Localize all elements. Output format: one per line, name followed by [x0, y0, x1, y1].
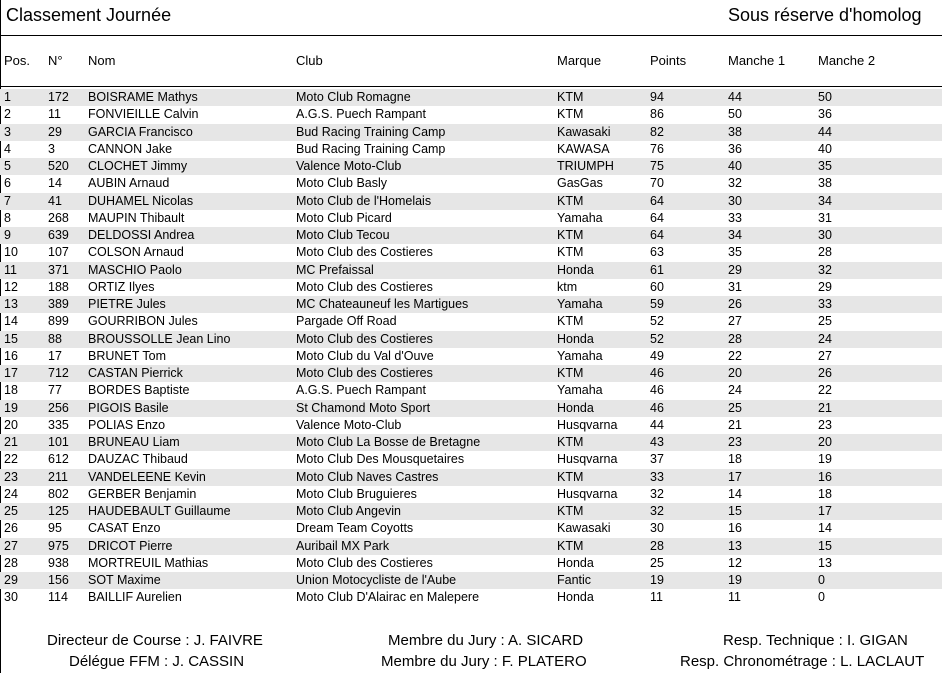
cell-manche1: 11: [728, 590, 741, 605]
cell-marque: KTM: [557, 107, 584, 122]
col-header-marque: Marque: [557, 53, 602, 68]
cell-club: Union Motocycliste de l'Aube: [296, 573, 457, 587]
cell-manche1: 50: [728, 107, 742, 122]
cell-num: 107: [48, 245, 69, 260]
cell-marque: KTM: [557, 228, 584, 242]
cell-manche1: 22: [728, 348, 742, 363]
cell-manche2: 15: [818, 538, 832, 553]
cell-points: 44: [650, 417, 664, 432]
cell-points: 61: [650, 262, 664, 277]
col-header-manche2: Manche 2: [818, 53, 876, 68]
cell-club: Moto Club Basly: [296, 176, 388, 191]
cell-manche1: 36: [728, 141, 742, 156]
cell-num: 335: [48, 417, 69, 432]
cell-manche2: 24: [818, 331, 832, 346]
cell-nom: GARCIA Francisco: [88, 124, 193, 139]
cell-marque: ktm: [557, 279, 578, 294]
cell-club: A.G.S. Puech Rampant: [296, 107, 426, 122]
table-row: [0, 313, 942, 330]
cell-num: 188: [48, 279, 69, 294]
cell-manche2: 29: [818, 279, 832, 294]
cell-manche2: 0: [818, 590, 825, 605]
cell-pos: 27: [4, 538, 18, 553]
table-row: [0, 348, 942, 365]
cell-club: Moto Club La Bosse de Bretagne: [296, 435, 481, 449]
cell-num: 101: [48, 435, 69, 449]
cell-pos: 18: [4, 383, 18, 398]
cell-num: 802: [48, 486, 69, 501]
cell-num: 389: [48, 297, 69, 311]
cell-manche2: 34: [818, 193, 832, 208]
cell-pos: 23: [4, 469, 18, 484]
cell-manche1: 26: [728, 297, 742, 311]
cell-pos: 11: [4, 262, 17, 277]
cell-points: 46: [650, 383, 664, 398]
table-row: [0, 296, 942, 313]
cell-manche2: 30: [818, 228, 832, 242]
cell-club: Pargade Off Road: [296, 314, 397, 329]
table-row: [0, 106, 942, 123]
page-title: Classement Journée: [6, 5, 172, 25]
cell-points: 76: [650, 141, 664, 156]
col-header-pos: Pos.: [4, 53, 31, 68]
cell-marque: Yamaha: [557, 210, 603, 225]
cell-points: 25: [650, 555, 664, 570]
cell-manche1: 13: [728, 538, 742, 553]
cell-club: Auribail MX Park: [296, 538, 390, 553]
cell-marque: Honda: [557, 400, 594, 415]
cell-club: MC Prefaissal: [296, 262, 374, 277]
cell-manche2: 50: [818, 90, 832, 104]
cell-manche2: 25: [818, 314, 832, 329]
cell-marque: Husqvarna: [557, 486, 618, 501]
cell-points: 46: [650, 366, 664, 380]
cell-nom: AUBIN Arnaud: [88, 176, 170, 191]
cell-club: Moto Club des Costieres: [296, 279, 433, 294]
footer-directeur: Directeur de Course : J. FAIVRE: [47, 632, 263, 649]
footer-jury-2: Membre du Jury : F. PLATERO: [381, 653, 587, 670]
cell-marque: Kawasaki: [557, 521, 611, 536]
cell-manche1: 38: [728, 124, 742, 139]
cell-manche2: 26: [818, 366, 832, 380]
cell-nom: CANNON Jake: [88, 141, 173, 156]
cell-points: 43: [650, 435, 664, 449]
col-header-num: N°: [48, 53, 63, 68]
cell-club: Moto Club Angevin: [296, 504, 401, 518]
cell-marque: KTM: [557, 314, 584, 329]
cell-manche1: 32: [728, 176, 742, 191]
cell-club: Moto Club Bruguieres: [296, 486, 417, 501]
footer-chrono: Resp. Chronométrage : L. LACLAUT: [680, 653, 925, 670]
cell-manche2: 27: [818, 348, 832, 363]
table-row: [0, 572, 942, 589]
cell-num: 172: [48, 90, 69, 104]
cell-manche1: 12: [728, 555, 742, 570]
table-row: [0, 486, 942, 503]
cell-manche1: 33: [728, 210, 742, 225]
cell-num: 95: [48, 521, 62, 536]
cell-points: 94: [650, 90, 664, 104]
table-row: [0, 331, 942, 348]
cell-marque: Yamaha: [557, 383, 603, 398]
cell-nom: BROUSSOLLE Jean Lino: [88, 331, 231, 346]
cell-manche2: 44: [818, 124, 832, 139]
cell-points: 64: [650, 193, 664, 208]
cell-club: St Chamond Moto Sport: [296, 400, 431, 415]
cell-pos: 5: [4, 159, 11, 173]
cell-manche2: 18: [818, 486, 832, 501]
cell-marque: KTM: [557, 90, 584, 104]
cell-nom: ORTIZ Ilyes: [88, 279, 155, 294]
cell-points: 28: [650, 538, 664, 553]
table-row: [0, 589, 942, 606]
cell-pos: 1: [4, 90, 11, 104]
cell-manche2: 22: [818, 383, 832, 398]
cell-manche1: 17: [728, 469, 742, 484]
cell-manche2: 23: [818, 417, 832, 432]
cell-num: 88: [48, 331, 62, 346]
table-row: [0, 175, 942, 192]
cell-pos: 17: [4, 366, 18, 380]
cell-pos: 25: [4, 504, 18, 518]
cell-marque: TRIUMPH: [557, 159, 614, 173]
cell-club: Moto Club de l'Homelais: [296, 193, 432, 208]
title-divider: [0, 35, 942, 36]
footer-delegue: Délégue FFM : J. CASSIN: [69, 653, 245, 670]
cell-nom: DRICOT Pierre: [88, 538, 173, 553]
cell-points: 19: [650, 573, 664, 587]
cell-manche1: 27: [728, 314, 742, 329]
cell-nom: BOISRAME Mathys: [88, 90, 198, 104]
cell-nom: MAUPIN Thibault: [88, 210, 185, 225]
cell-manche1: 19: [728, 573, 742, 587]
cell-points: 86: [650, 107, 664, 122]
cell-points: 75: [650, 159, 664, 173]
cell-marque: KTM: [557, 366, 584, 380]
cell-points: 30: [650, 521, 664, 536]
cell-num: 899: [48, 314, 69, 329]
cell-pos: 21: [4, 435, 18, 449]
cell-nom: BRUNEAU Liam: [88, 435, 180, 449]
table-row: [0, 520, 942, 537]
header-divider: [0, 86, 942, 87]
col-header-club: Club: [296, 53, 323, 68]
cell-points: 64: [650, 228, 664, 242]
cell-pos: 15: [4, 331, 18, 346]
cell-club: MC Chateauneuf les Martigues: [296, 297, 469, 311]
table-row: [0, 227, 942, 244]
cell-club: Moto Club des Costieres: [296, 245, 433, 260]
col-header-manche1: Manche 1: [728, 53, 786, 68]
cell-num: 938: [48, 555, 69, 570]
cell-num: 211: [48, 469, 68, 484]
cell-pos: 22: [4, 452, 18, 467]
cell-marque: KTM: [557, 435, 584, 449]
table-row: [0, 262, 942, 279]
cell-num: 156: [48, 573, 69, 587]
cell-nom: CASAT Enzo: [88, 521, 161, 536]
cell-marque: Honda: [557, 262, 594, 277]
cell-manche2: 19: [818, 452, 832, 467]
cell-manche2: 13: [818, 555, 832, 570]
cell-pos: 19: [4, 400, 18, 415]
cell-pos: 7: [4, 193, 11, 208]
cell-manche2: 32: [818, 262, 832, 277]
cell-pos: 13: [4, 297, 18, 311]
cell-manche1: 18: [728, 452, 742, 467]
cell-manche1: 21: [728, 417, 742, 432]
cell-points: 63: [650, 245, 664, 260]
homologation-note: Sous réserve d'homolog: [728, 5, 922, 25]
table-row: [0, 469, 942, 486]
table-row: [0, 193, 942, 210]
cell-club: Bud Racing Training Camp: [296, 141, 446, 156]
cell-points: 52: [650, 314, 664, 329]
cell-marque: Honda: [557, 331, 594, 346]
table-row: [0, 124, 942, 141]
cell-marque: Husqvarna: [557, 417, 618, 432]
cell-marque: KTM: [557, 469, 584, 484]
cell-num: 77: [48, 383, 62, 398]
cell-club: Moto Club des Costieres: [296, 366, 433, 380]
cell-num: 11: [48, 107, 61, 122]
cell-pos: 28: [4, 555, 18, 570]
cell-club: Moto Club du Val d'Ouve: [296, 348, 434, 363]
cell-pos: 24: [4, 486, 18, 501]
cell-manche2: 28: [818, 245, 832, 260]
cell-pos: 16: [4, 348, 18, 363]
cell-nom: MASCHIO Paolo: [88, 262, 182, 277]
cell-manche2: 21: [818, 400, 832, 415]
col-header-nom: Nom: [88, 53, 116, 68]
table-row: [0, 279, 942, 296]
cell-marque: Fantic: [557, 573, 592, 587]
cell-nom: POLIAS Enzo: [88, 417, 166, 432]
cell-marque: Yamaha: [557, 297, 603, 311]
cell-marque: KTM: [557, 245, 584, 260]
cell-pos: 6: [4, 176, 11, 191]
cell-manche2: 14: [818, 521, 832, 536]
cell-manche1: 28: [728, 331, 742, 346]
cell-nom: DELDOSSI Andrea: [88, 228, 195, 242]
cell-points: 52: [650, 331, 664, 346]
cell-manche2: 0: [818, 573, 825, 587]
cell-points: 60: [650, 279, 664, 294]
cell-marque: KTM: [557, 538, 584, 553]
cell-nom: GERBER Benjamin: [88, 486, 197, 501]
cell-nom: CASTAN Pierrick: [88, 366, 183, 380]
cell-marque: Honda: [557, 590, 594, 605]
cell-points: 11: [650, 590, 663, 605]
cell-club: Moto Club Des Mousquetaires: [296, 452, 465, 467]
cell-nom: VANDELEENE Kevin: [88, 469, 206, 484]
cell-manche1: 23: [728, 435, 742, 449]
cell-club: Moto Club Tecou: [296, 228, 390, 242]
table-row: [0, 141, 942, 158]
table-row: [0, 434, 942, 451]
cell-club: Moto Club Romagne: [296, 90, 411, 104]
cell-manche1: 15: [728, 504, 742, 518]
cell-num: 125: [48, 504, 69, 518]
cell-pos: 29: [4, 573, 18, 587]
cell-points: 32: [650, 504, 664, 518]
cell-club: Moto Club des Costieres: [296, 555, 433, 570]
cell-pos: 4: [4, 141, 11, 156]
cell-num: 17: [48, 348, 62, 363]
cell-marque: KAWASA: [557, 141, 610, 156]
cell-nom: DAUZAC Thibaud: [88, 452, 188, 467]
cell-marque: Honda: [557, 555, 594, 570]
results-table: [0, 89, 942, 607]
cell-points: 46: [650, 400, 664, 415]
table-row: [0, 538, 942, 555]
cell-pos: 8: [4, 210, 11, 225]
cell-manche1: 31: [728, 279, 742, 294]
cell-club: Moto Club Picard: [296, 210, 392, 225]
cell-manche1: 29: [728, 262, 742, 277]
table-row: [0, 382, 942, 399]
cell-club: Valence Moto-Club: [296, 159, 402, 173]
table-row: [0, 244, 942, 261]
cell-pos: 30: [4, 590, 18, 605]
table-row: [0, 400, 942, 417]
footer-technique: Resp. Technique : I. GIGAN: [723, 632, 908, 649]
cell-nom: PIGOIS Basile: [88, 400, 169, 415]
cell-nom: SOT Maxime: [88, 573, 161, 587]
cell-marque: Kawasaki: [557, 124, 611, 139]
cell-nom: MORTREUIL Mathias: [88, 555, 209, 570]
cell-nom: HAUDEBAULT Guillaume: [88, 504, 231, 518]
cell-nom: DUHAMEL Nicolas: [88, 193, 194, 208]
cell-manche2: 40: [818, 141, 832, 156]
cell-manche2: 35: [818, 159, 832, 173]
cell-club: Moto Club D'Alairac en Malepere: [296, 590, 480, 605]
cell-points: 49: [650, 348, 664, 363]
cell-manche1: 30: [728, 193, 742, 208]
cell-marque: Yamaha: [557, 348, 603, 363]
cell-manche2: 17: [818, 504, 832, 518]
cell-manche1: 25: [728, 400, 742, 415]
cell-nom: BAILLIF Aurelien: [88, 590, 182, 605]
cell-nom: BRUNET Tom: [88, 348, 167, 363]
cell-pos: 3: [4, 124, 11, 139]
table-row: [0, 89, 942, 106]
cell-club: Moto Club des Costieres: [296, 331, 433, 346]
cell-nom: GOURRIBON Jules: [88, 314, 198, 329]
cell-num: 371: [48, 262, 69, 277]
table-row: [0, 210, 942, 227]
cell-pos: 26: [4, 521, 18, 536]
cell-nom: FONVIEILLE Calvin: [88, 107, 199, 122]
cell-num: 520: [48, 159, 69, 173]
cell-manche1: 14: [728, 486, 742, 501]
cell-num: 114: [48, 590, 68, 605]
cell-nom: CLOCHET Jimmy: [88, 159, 188, 173]
col-header-points: Points: [650, 53, 687, 68]
cell-manche2: 38: [818, 176, 832, 191]
cell-nom: PIETRE Jules: [88, 297, 166, 311]
cell-club: Moto Club Naves Castres: [296, 469, 439, 484]
cell-points: 32: [650, 486, 664, 501]
cell-club: Bud Racing Training Camp: [296, 124, 446, 139]
cell-pos: 20: [4, 417, 18, 432]
table-row: [0, 417, 942, 434]
cell-manche1: 34: [728, 228, 742, 242]
cell-manche1: 16: [728, 521, 742, 536]
table-row: [0, 555, 942, 572]
table-row: [0, 503, 942, 520]
cell-num: 3: [48, 141, 55, 156]
cell-manche1: 44: [728, 90, 742, 104]
cell-points: 59: [650, 297, 664, 311]
cell-manche1: 40: [728, 159, 742, 173]
cell-num: 41: [48, 193, 62, 208]
cell-manche1: 24: [728, 383, 742, 398]
footer-jury-1: Membre du Jury : A. SICARD: [388, 632, 584, 649]
cell-points: 37: [650, 452, 664, 467]
cell-marque: GasGas: [557, 176, 603, 191]
cell-marque: KTM: [557, 504, 584, 518]
cell-num: 268: [48, 210, 69, 225]
cell-manche2: 33: [818, 297, 832, 311]
cell-marque: Husqvarna: [557, 452, 618, 467]
cell-manche2: 20: [818, 435, 832, 449]
cell-pos: 2: [4, 107, 11, 122]
cell-points: 82: [650, 124, 664, 139]
cell-pos: 14: [4, 314, 18, 329]
cell-nom: BORDES Baptiste: [88, 383, 190, 398]
cell-marque: KTM: [557, 193, 584, 208]
cell-points: 64: [650, 210, 664, 225]
cell-manche1: 35: [728, 245, 742, 260]
table-row: [0, 451, 942, 468]
cell-num: 29: [48, 124, 62, 139]
cell-num: 14: [48, 176, 62, 191]
cell-points: 70: [650, 176, 664, 191]
cell-manche2: 16: [818, 469, 832, 484]
cell-num: 256: [48, 400, 69, 415]
table-row: [0, 158, 942, 175]
cell-manche1: 20: [728, 366, 742, 380]
cell-club: Dream Team Coyotts: [296, 521, 414, 536]
cell-pos: 10: [4, 245, 18, 260]
cell-num: 612: [48, 452, 69, 467]
cell-num: 639: [48, 228, 69, 242]
cell-nom: COLSON Arnaud: [88, 245, 184, 260]
cell-club: A.G.S. Puech Rampant: [296, 383, 426, 398]
cell-manche2: 31: [818, 210, 832, 225]
cell-pos: 9: [4, 228, 11, 242]
cell-pos: 12: [4, 279, 18, 294]
cell-points: 33: [650, 469, 664, 484]
cell-num: 712: [48, 366, 69, 380]
cell-club: Valence Moto-Club: [296, 417, 402, 432]
cell-num: 975: [48, 538, 69, 553]
cell-manche2: 36: [818, 107, 832, 122]
table-row: [0, 365, 942, 382]
